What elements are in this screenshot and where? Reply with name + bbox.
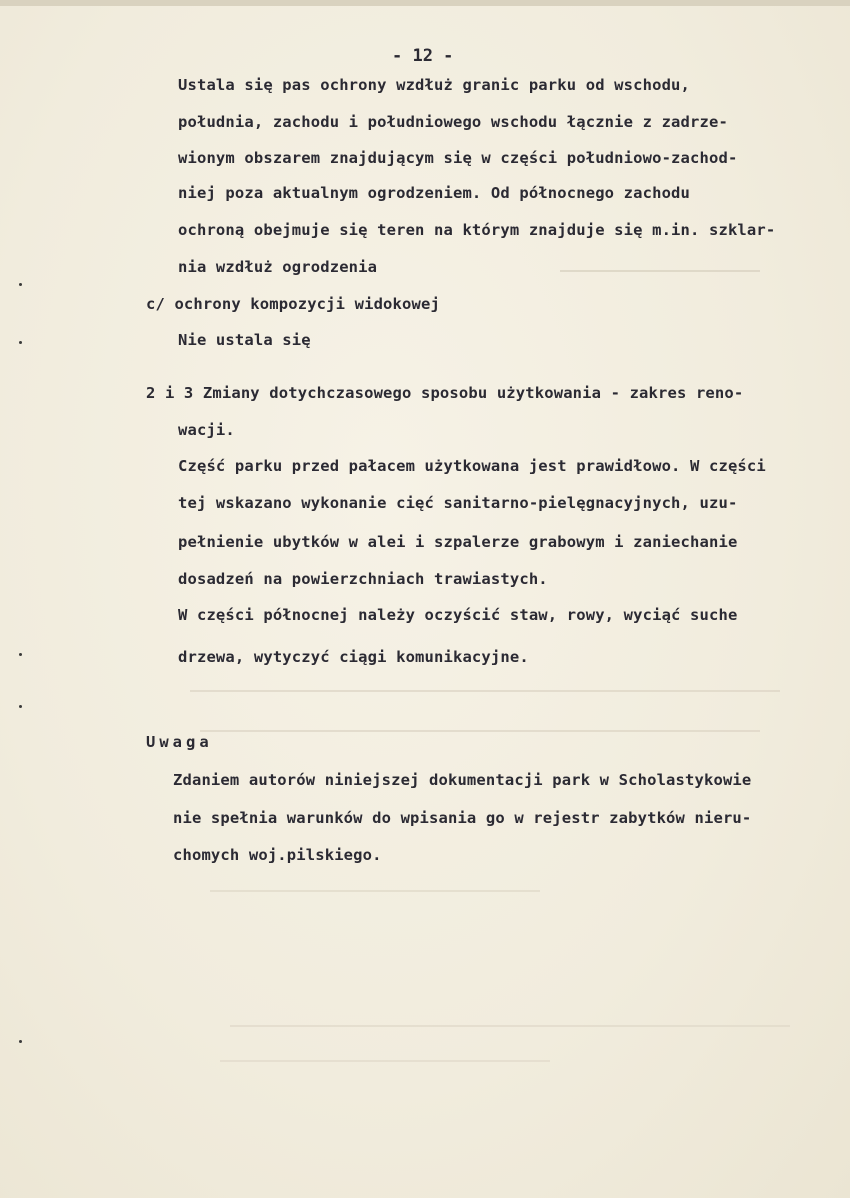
text-line: Nie ustala się	[178, 331, 311, 349]
text-line: dosadzeń na powierzchniach trawiastych.	[178, 570, 548, 588]
text-line: drzewa, wytyczyć ciągi komunikacyjne.	[178, 648, 529, 666]
text-line: niej poza aktualnym ogrodzeniem. Od północnego zachodu	[178, 184, 691, 202]
bleed-through-mark	[190, 690, 780, 692]
margin-mark	[19, 705, 22, 708]
page-top-edge	[0, 0, 850, 6]
margin-mark	[19, 283, 22, 286]
text-line: wacji.	[178, 421, 235, 439]
text-line: wionym obszarem znajdującym się w części południowo-zachod-	[178, 149, 738, 167]
text-line: Zdaniem autorów niniejszej dokumentacji park w Scholastykowie	[173, 771, 752, 789]
section-heading: c/ ochrony kompozycji widokowej	[146, 295, 440, 313]
page-number: - 12 -	[392, 46, 454, 66]
text-line: W części północnej należy oczyścić staw, rowy, wyciąć suche	[178, 606, 738, 624]
margin-mark	[19, 341, 22, 344]
text-line: nie spełnia warunków do wpisania go w rejestr zabytków nieru-	[173, 809, 752, 827]
text-line: chomych woj.pilskiego.	[173, 846, 382, 864]
text-line: nia wzdłuż ogrodzenia	[178, 258, 378, 276]
text-line: Część parku przed pałacem użytkowana jest prawidłowo. W części	[178, 457, 766, 475]
bleed-through-mark	[560, 270, 760, 272]
note-heading: Uwaga	[146, 733, 213, 751]
margin-mark	[19, 1040, 22, 1043]
section-heading: 2 i 3 Zmiany dotychczasowego sposobu użytkowania - zakres reno-	[146, 384, 744, 402]
bleed-through-mark	[210, 890, 540, 892]
text-line: pełnienie ubytków w alei i szpalerze grabowym i zaniechanie	[178, 533, 738, 551]
margin-mark	[19, 653, 22, 656]
bleed-through-mark	[200, 730, 760, 732]
text-line: Ustala się pas ochrony wzdłuż granic parku od wschodu,	[178, 76, 691, 94]
text-line: tej wskazano wykonanie cięć sanitarno-pielęgnacyjnych, uzu-	[178, 494, 738, 512]
bleed-through-mark	[230, 1025, 790, 1027]
text-line: południa, zachodu i południowego wschodu łącznie z zadrze-	[178, 113, 728, 131]
text-line: ochroną obejmuje się teren na którym znajduje się m.in. szklar-	[178, 221, 776, 239]
bleed-through-mark	[220, 1060, 550, 1062]
